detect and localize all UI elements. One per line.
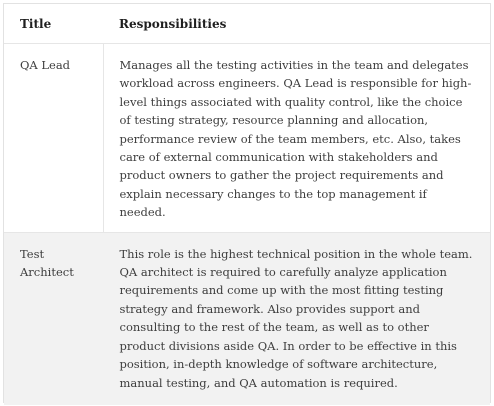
table-row [4, 44, 490, 233]
column-header-title: Title [4, 4, 103, 44]
roles-table [4, 4, 490, 405]
roles-table-container [3, 3, 491, 403]
role-responsibilities-cell: This role is the highest technical position in the whole team. QA architect is required to carefully analyze application requirements and come up with the most fitting testing strategy and framework. Also provides support and consulting to the rest of the team, as well as to other product divisions aside QA. In order to be effective in this position, in-depth knowledge of software architecture, manual testing, and QA automation is required. [103, 232, 490, 405]
role-responsibilities-cell: Manages all the testing activities in the team and delegates workload across engineers. QA Lead is responsible for high-level things associated with quality control, like the choice of testing strategy, resource planning and allocation, performance review of the team members, etc. Also, takes care of external communication with stakeholders and product owners to gather the project requirements and explain necessary changes to the top management if needed. [119, 58, 472, 220]
role-title-cell: QA Lead [4, 44, 103, 233]
table-header-row [4, 4, 490, 44]
table-row [4, 232, 490, 405]
role-title-cell: Test Architect [4, 232, 103, 405]
column-header-responsibilities: Responsibilities [103, 4, 490, 44]
